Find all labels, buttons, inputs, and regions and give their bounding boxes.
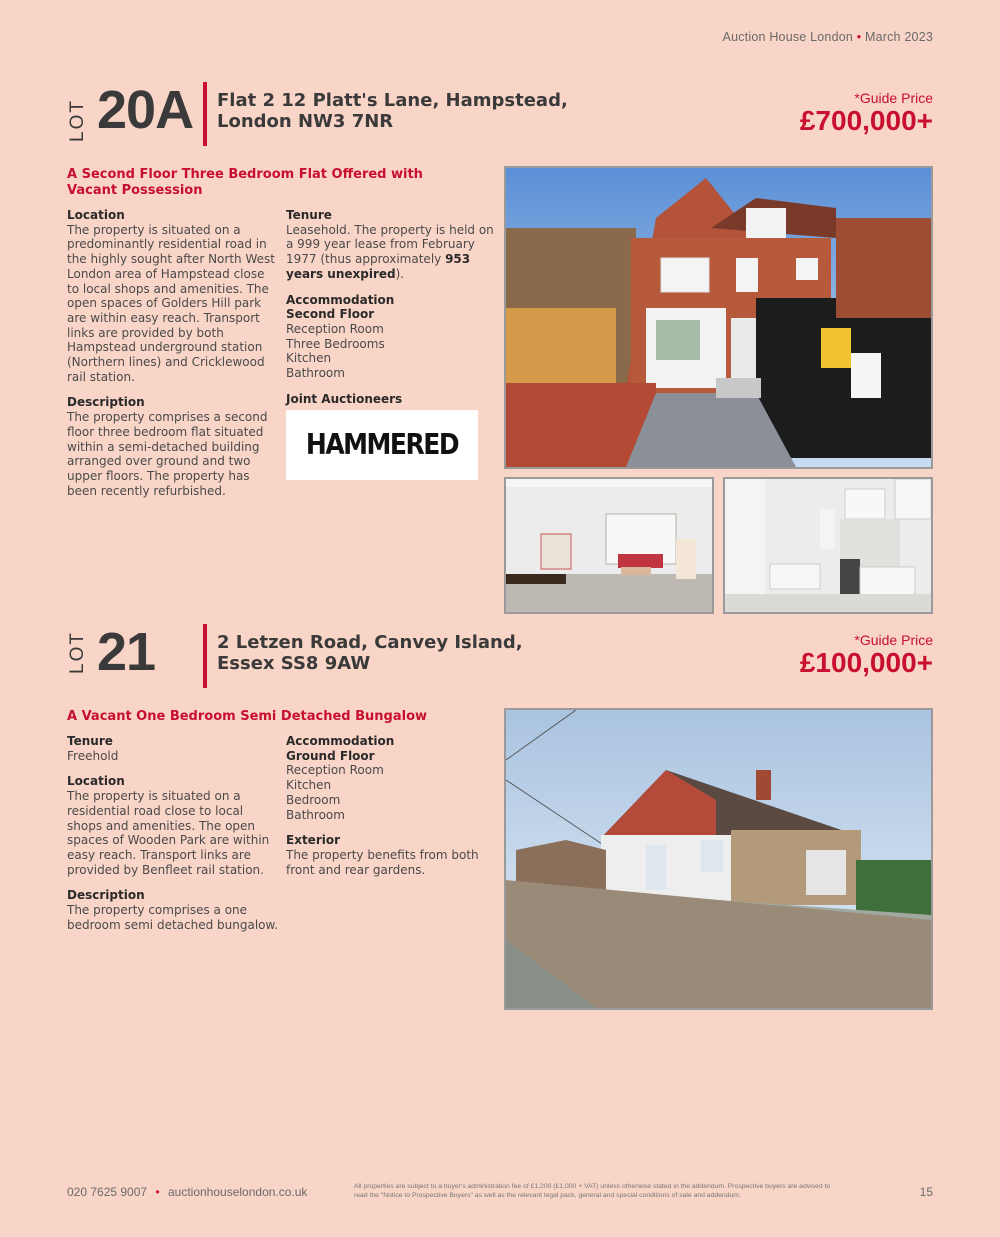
hammered-logo-text: HAMMERED <box>305 427 459 462</box>
page-header <box>723 30 933 44</box>
tenure-heading: Tenure <box>286 208 332 222</box>
accommodation-section <box>286 734 498 822</box>
description-heading: Description <box>67 395 145 410</box>
kitchen-image <box>725 479 931 612</box>
location-section <box>67 208 279 384</box>
exterior-heading: Exterior <box>286 833 341 848</box>
room-item: Kitchen <box>286 778 332 793</box>
lot-subtitle: A Vacant One Bedroom Semi Detached Bungalow <box>67 709 428 724</box>
lot-heading <box>67 80 933 150</box>
location-heading: Location <box>67 208 125 222</box>
footer-disclaimer: All properties are subject to a buyer's administration fee of £1,200 (£1,000 + VAT) unless otherwise stated in the addendum. Prospective buyers are advised to read the "Notice to Prospective Buyers" as well as the relevant legal pack, general and special conditions of sale and addendum. <box>354 1183 831 1199</box>
location-heading: Location <box>67 774 125 789</box>
left-column <box>67 734 279 943</box>
floor-heading: Ground Floor <box>286 748 375 763</box>
lot-20a <box>67 80 933 498</box>
room-item: Kitchen <box>286 351 332 366</box>
room-item: Reception Room <box>286 321 384 336</box>
lot-subtitle: A Second Floor Three Bedroom Flat Offered with Vacant Possession <box>67 167 423 198</box>
lot-address <box>217 90 568 132</box>
property-kitchen-photo <box>723 477 933 614</box>
guide-price-label: *Guide Price <box>854 632 933 648</box>
location-text: The property is situated on a residential road close to local shops and amenities. The open spaces of Wooden Park are within easy reach. Transport links are provided by Benfleet rail station. <box>67 789 270 877</box>
address-line-2: London NW3 7NR <box>217 111 394 132</box>
guide-price-value: £100,000+ <box>799 647 933 678</box>
tenure-text: Freehold <box>67 748 119 763</box>
room-item: Three Bedrooms <box>286 336 385 351</box>
issue-date: March 2023 <box>864 30 933 44</box>
lot-label: LOT <box>67 631 88 674</box>
address-line-1: 2 Letzen Road, Canvey Island, <box>217 632 523 653</box>
lot-number: 20A <box>97 80 194 140</box>
footer-separator: • <box>155 1185 160 1199</box>
property-living-room-photo <box>504 477 714 614</box>
description-text: The property comprises a one bedroom semi detached bungalow. <box>67 903 279 932</box>
tenure-text <box>286 223 498 282</box>
exterior-image <box>506 168 931 467</box>
accommodation-heading: Accommodation <box>286 734 395 748</box>
footer-contact <box>67 1185 307 1199</box>
tenure-unexpired: 953 years unexpired <box>286 252 471 281</box>
header-separator: • <box>856 30 862 44</box>
lot-label: LOT <box>67 99 88 142</box>
page-number: 15 <box>919 1185 933 1199</box>
joint-auctioneers-heading: Joint Auctioneers <box>286 391 403 406</box>
hammered-logo <box>286 410 478 480</box>
lot-number: 21 <box>97 622 156 682</box>
tenure-text-part: Leasehold. The property is held on a 999 year lease from February 1977 (thus approximately <box>286 222 494 267</box>
guide-price-block <box>800 90 933 136</box>
lot-address <box>217 632 523 674</box>
description-section <box>67 395 279 498</box>
room-item: Reception Room <box>286 763 384 778</box>
exterior-section <box>286 833 498 877</box>
bungalow-exterior-photo <box>504 708 933 1010</box>
room-item: Bedroom <box>286 792 341 807</box>
lot-21 <box>67 622 933 932</box>
address-line-1: Flat 2 12 Platt's Lane, Hampstead, <box>217 90 568 111</box>
publisher-name: Auction House London <box>722 30 854 44</box>
location-section <box>67 774 279 877</box>
exterior-text: The property benefits from both front and rear gardens. <box>286 847 479 877</box>
room-item: Bathroom <box>286 807 345 822</box>
description-heading: Description <box>67 888 145 903</box>
accommodation-section <box>286 293 498 381</box>
left-column <box>67 208 279 509</box>
lot-divider <box>203 624 207 688</box>
property-exterior-photo <box>504 166 933 469</box>
footer-phone[interactable]: 020 7625 9007 <box>67 1185 148 1199</box>
tenure-heading: Tenure <box>67 734 113 748</box>
joint-auctioneers-section <box>286 392 498 481</box>
guide-price-label: *Guide Price <box>854 90 933 106</box>
floor-heading: Second Floor <box>286 307 375 322</box>
page-footer <box>67 1183 933 1213</box>
lot-heading <box>67 622 933 692</box>
room-item: Bathroom <box>286 366 345 381</box>
living-room-image <box>506 479 712 612</box>
bungalow-image <box>506 710 931 1008</box>
tenure-section <box>67 734 279 763</box>
guide-price-block <box>800 632 933 678</box>
right-column <box>286 734 498 888</box>
accommodation-heading: Accommodation <box>286 292 395 307</box>
description-section <box>67 888 279 932</box>
description-text: The property comprises a second floor three bedroom flat situated within a semi-detached building arranged over ground and two upper floors. The property has been recently refurbished. <box>67 410 268 498</box>
footer-website-link[interactable]: auctionhouselondon.co.uk <box>167 1185 308 1199</box>
location-text: The property is situated on a predominantly residential road in the highly sought after North West London area of Hampstead close to local shops and amenities. The open spaces of Golders Hill park are within easy reach. Transport links are provided by both Hampstead underground station (Northern lines) and Cricklewood rail station. <box>67 222 275 384</box>
tenure-text-end: ). <box>395 266 405 281</box>
tenure-section <box>286 208 498 282</box>
address-line-2: Essex SS8 9AW <box>217 653 371 674</box>
right-column <box>286 208 498 480</box>
lot-divider <box>203 82 207 146</box>
guide-price-value: £700,000+ <box>799 105 933 136</box>
